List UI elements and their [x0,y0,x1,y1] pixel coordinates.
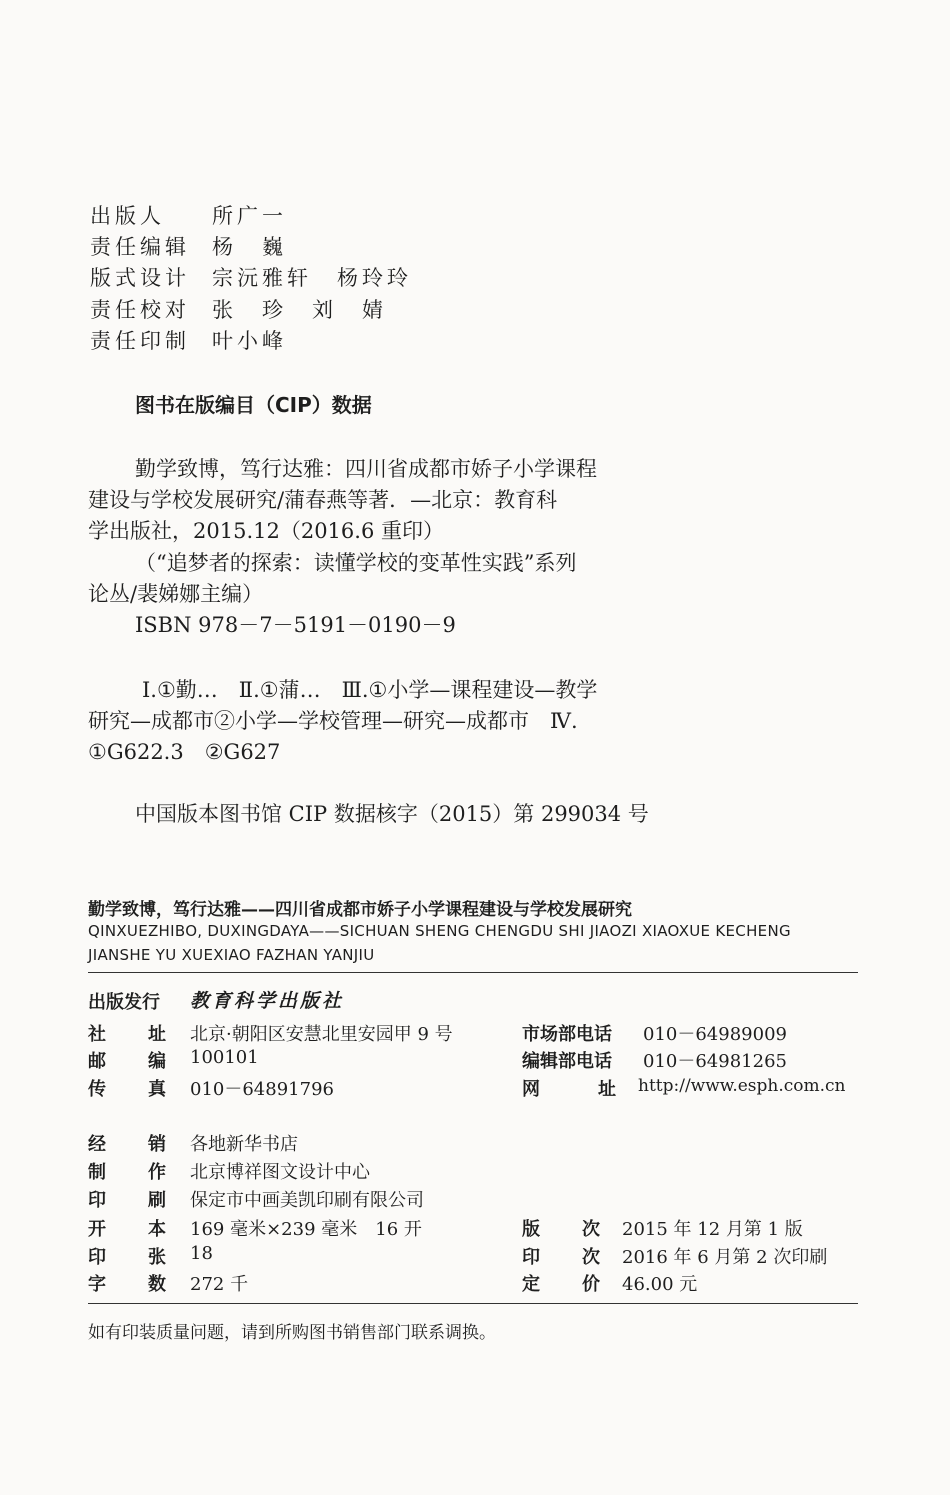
cip-line: （“追梦者的探索：读懂学校的变革性实践”系列 [135,551,577,575]
cip-isbn: ISBN 978－7－5191－0190－9 [135,613,456,637]
staff-role: 责任校对 [90,298,190,322]
label-distributor-1: 经 [88,1134,106,1155]
label-words-1: 字 [88,1274,106,1295]
label-sheets-2: 张 [148,1247,166,1268]
printing-value: 2016 年 6 月第 2 次印刷 [622,1247,828,1268]
label-edition-2: 次 [582,1219,600,1240]
label-printer-2: 刷 [148,1190,166,1211]
publisher-name: 教育科学出版社 [190,990,345,1012]
edition-value: 2015 年 12 月第 1 版 [622,1219,803,1240]
label-website-1: 网 [522,1079,540,1100]
printer-value: 保定市中画美凯印刷有限公司 [190,1190,424,1211]
cip-line: 论丛/裴娣娜主编） [88,582,264,606]
label-edition-1: 版 [522,1219,540,1240]
fax-value: 010－64891796 [190,1079,334,1100]
staff-name: 张 珍 刘 婧 [212,298,387,322]
distributor-value: 各地新华书店 [190,1134,298,1155]
label-distributor-2: 销 [148,1134,166,1155]
label-fax-2: 真 [148,1079,166,1100]
divider [88,1303,858,1304]
publisher-label: 出版发行 [88,992,160,1013]
staff-name: 杨 巍 [212,235,287,259]
label-printing-2: 次 [582,1247,600,1268]
staff-name: 叶小峰 [212,329,287,353]
label-price-1: 定 [522,1274,540,1295]
label-editorial-phone: 编辑部电话 [522,1051,612,1072]
staff-role: 版式设计 [90,266,190,290]
label-format-1: 开 [88,1219,106,1240]
cip-heading: 图书在版编目（CIP）数据 [135,393,372,417]
label-postcode-2: 编 [148,1051,166,1072]
label-words-2: 数 [148,1274,166,1295]
production-value: 北京博祥图文设计中心 [190,1162,370,1183]
book-pinyin: QINXUEZHIBO, DUXINGDAYA——SICHUAN SHENG CHENGDU SHI JIAOZI XIAOXUE KECHENG [88,922,791,940]
label-postcode-1: 邮 [88,1051,106,1072]
price-value: 46.00 元 [622,1274,698,1295]
cip-subject-line: ①G622.3 ②G627 [88,740,281,764]
book-pinyin: JIANSHE YU XUEXIAO FAZHAN YANJIU [88,946,375,964]
cip-subject-line: Ⅰ.①勤… Ⅱ.①蒲… Ⅲ.①小学—课程建设—教学 [142,678,598,702]
book-title: 勤学致博，笃行达雅——四川省成都市娇子小学课程建设与学校发展研究 [88,900,632,920]
label-price-2: 价 [582,1274,600,1295]
cip-verify-number: 中国版本图书馆 CIP 数据核字（2015）第 299034 号 [135,802,649,826]
quality-notice: 如有印装质量问题，请到所购图书销售部门联系调换。 [88,1323,496,1343]
cip-line: 勤学致博，笃行达雅：四川省成都市娇子小学课程 [135,457,597,481]
staff-role: 责任印制 [90,329,190,353]
label-printing-1: 印 [522,1247,540,1268]
staff-name: 宗沅雅轩 杨玲玲 [212,266,412,290]
address-value: 北京·朝阳区安慧北里安园甲 9 号 [190,1024,453,1045]
staff-credits [90,200,490,360]
market-phone-value: 010－64989009 [643,1024,787,1045]
cip-subject-line: 研究—成都市②小学—学校管理—研究—成都市 Ⅳ. [88,709,578,733]
label-address-1: 社 [88,1024,106,1045]
cip-line: 学出版社，2015.12（2016.6 重印） [88,519,444,543]
label-fax-1: 传 [88,1079,106,1100]
staff-name: 所广一 [212,204,287,228]
label-sheets-1: 印 [88,1247,106,1268]
label-market-phone: 市场部电话 [522,1024,612,1045]
label-printer-1: 印 [88,1190,106,1211]
sheets-value: 18 [190,1243,213,1264]
label-production-1: 制 [88,1162,106,1183]
staff-role: 责任编辑 [90,235,190,259]
label-production-2: 作 [148,1162,166,1183]
label-address-2: 址 [148,1024,166,1045]
staff-role: 出版人 [90,204,165,228]
label-format-2: 本 [148,1219,166,1240]
divider [88,972,858,973]
postcode-value: 100101 [190,1047,259,1068]
label-website-2: 址 [598,1079,616,1100]
editorial-phone-value: 010－64981265 [643,1051,787,1072]
website-value: http://www.esph.com.cn [638,1076,846,1096]
format-value: 169 毫米×239 毫米 16 开 [190,1219,422,1240]
words-value: 272 千 [190,1274,249,1295]
cip-line: 建设与学校发展研究/蒲春燕等著．—北京：教育科 [88,488,558,512]
